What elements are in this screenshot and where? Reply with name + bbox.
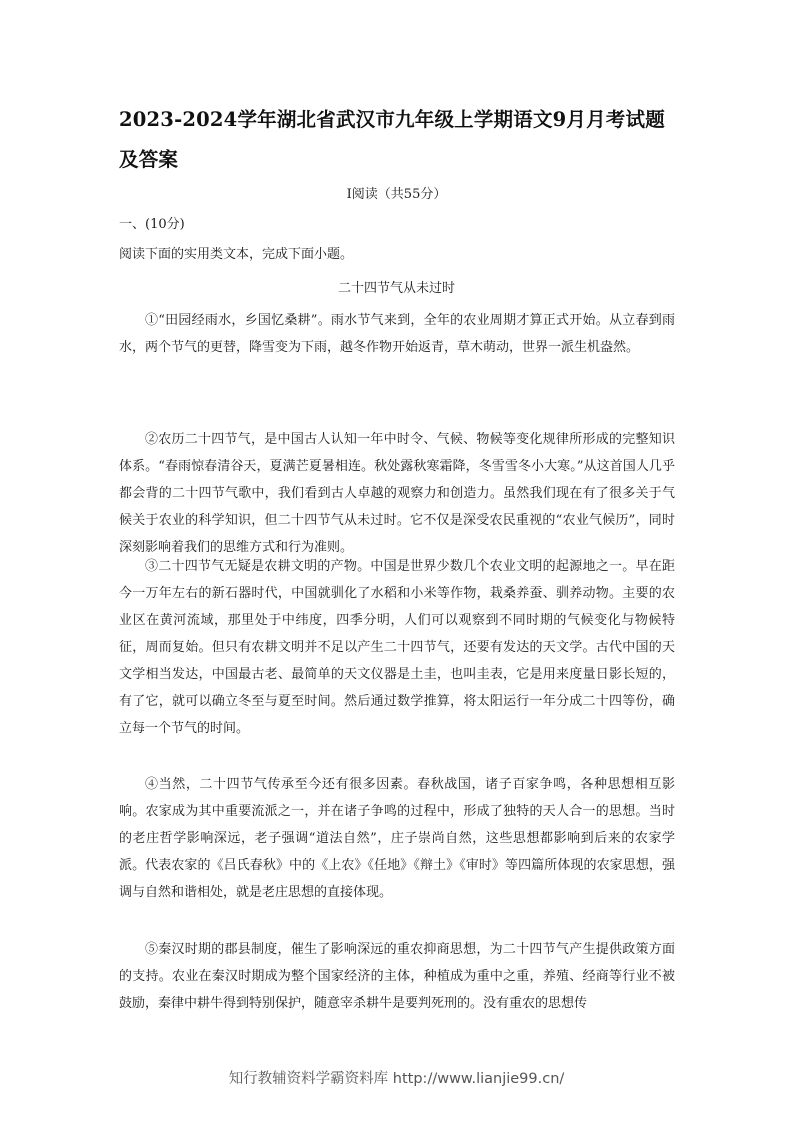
paragraph-4: ④当然，二十四节气传承至今还有很多因素。春秋战国，诸子百家争鸣，各种思想相互影响。农家成为其中重要流派之一，并在诸子争鸣的过程中，形成了独特的天人合一的思想。当时的老庄哲学影响深远，老子强调“道法自然”，庄子崇尚自然，这些思想都影响到后来的农家学派。代表农家的《吕氏春秋》中的《上农》《任地》《辩土》《审时》等四篇所体现的农家思想，强调与自然和谐相处，就是老庄思想的直接体现。 [119,777,675,900]
article-title: 二十四节气从未过时 [337,281,455,296]
question-label: 一、(10分) [119,217,185,232]
section-heading: Ⅰ阅读（共55分） [346,187,447,202]
document-title: 2023-2024学年湖北省武汉市九年级上学期语文9月月考试题及答案 [119,108,665,171]
paragraph-1: ①“田园经雨水，乡国忆桑耕”。雨水节气来到，全年的农业周期才算正式开始。从立春到雨水，两个节气的更替，降雪变为下雨，越冬作物开始返青，草木萌动，世界一派生机盎然。 [119,313,675,355]
paragraph-5: ⑤秦汉时期的郡县制度，催生了影响深远的重农抑商思想，为二十四节气产生提供政策方面的支持。农业在秦汉时期成为整个国家经济的主体，种植成为重中之重，养殖、经商等行业不被鼓励，秦律中耕牛得到特别保护，随意宰杀耕牛是要判死刑的。没有重农的思想传 [119,942,675,1011]
instruction-text: 阅读下面的实用类文本，完成下面小题。 [119,247,354,262]
paragraph-2: ②农历二十四节气，是中国古人认知一年中时令、气候、物候等变化规律所形成的完整知识体系。“春雨惊春清谷天，夏满芒夏暑相连。秋处露秋寒霜降，冬雪雪冬小大寒。”从这首国人几乎都会背的二十四节气歌中，我们看到古人卓越的观察力和创造力。虽然我们现在有了很多关于气候关于农业的科学知识，但二十四节气从未过时。它不仅是深受农民重视的“农业气候历”，同时深刻影响着我们的思维方式和行为准则。 [119,432,675,555]
paragraph-3: ③二十四节气无疑是农耕文明的产物。中国是世界少数几个农业文明的起源地之一。早在距今一万年左右的新石器时代，中国就驯化了水稻和小米等作物，栽桑养蚕、驯养动物。主要的农业区在黄河流域，那里处于中纬度，四季分明，人们可以观察到不同时期的气候变化与物候特征，周而复始。但只有农耕文明并不足以产生二十四节气，还要有发达的天文学。古代中国的天文学相当发达，中国最古老、最简单的天文仪器是土圭，也叫圭表，它是用来度量日影长短的，有了它，就可以确立冬至与夏至时间。然后通过数学推算，将太阳运行一年分成二十四等份，确立每一个节气的时间。 [119,559,675,736]
footer-watermark: 知行教辅资料学霸资料库 http://www.lianjie99.cn/ [228,1071,565,1087]
